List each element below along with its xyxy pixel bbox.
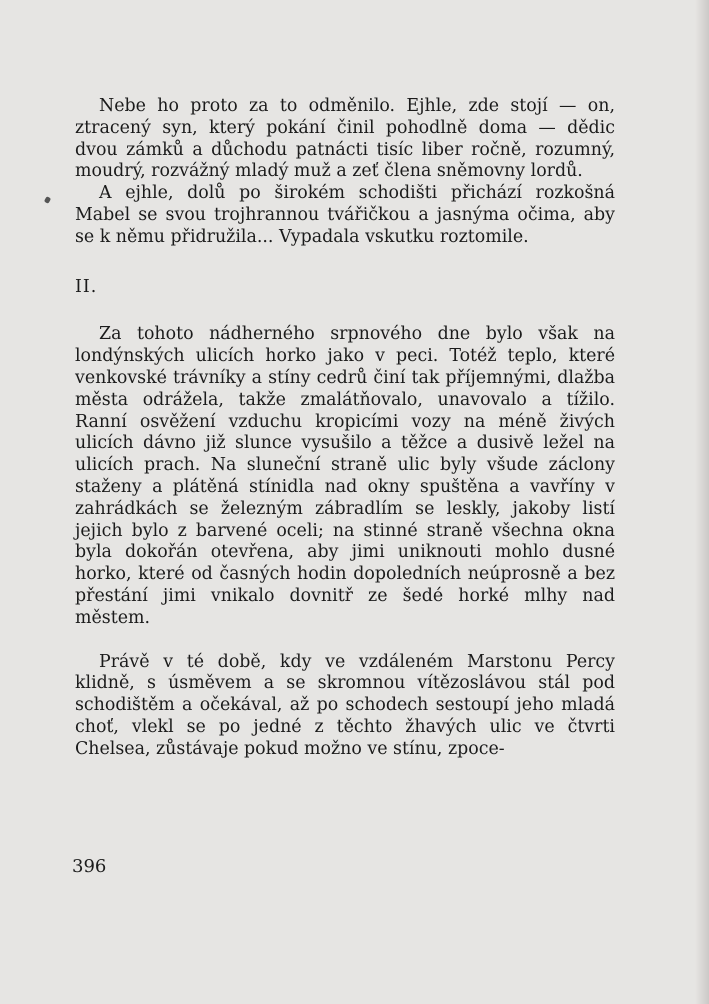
paragraph-2: A ejhle, dolů po širokém schodišti přichází rozkošná Mabel se svou trojhrannou tvářičkou a jasnýma očima, aby se k němu přidružila... Vypadala vskutku roztomile.	[75, 183, 615, 247]
paragraph-1: Nebe ho proto za to odměnilo. Ejhle, zde stojí — on, ztracený syn, který pokání činil pohodlně doma — dědic dvou zámků a důchodu patnácti tisíc liber ročně, rozumný, moudrý, rozvážný mladý muž a zeť člena sněmovny lordů.	[75, 96, 615, 182]
ink-speck	[44, 196, 51, 204]
paragraph-3: Za tohoto nádherného srpnového dne bylo však na londýnských ulicích horko jako v peci. Totéž teplo, které venkovské trávníky a stíny cedrů činí tak příjemnými, dlažba města odrážela, takže zmalátňovalo, unavovalo a tížilo. Ranní osvěžení vzduchu kropicími vozy na méně živých ulicích dávno již slunce vysušilo a těžce a dusivě ležel na ulicích prach. Na sluneční straně ulic byly všude záclony staženy a plátěná stínidla nad okny spuštěna a vavříny v zahrádkách se železným zábradlím se leskly, jakoby listí jejich bylo z barvené oceli; na stinné straně všechna okna byla dokořán otevřena, aby jimi uniknouti mohlo dusné horko, které od časných hodin dopoledních neúprosně a bez přestání jimi vnikalo dovnitř ze šedé horké mlhy nad městem.	[75, 324, 615, 628]
paragraph-4: Právě v té době, kdy ve vzdáleném Marstonu Percy klidně, s úsměvem a se skromnou vítězoslávou stál pod schodištěm a očekával, až po schodech sestoupí jeho mladá choť, vlekl se po jedné z těchto žhavých ulic ve čtvrti Chelsea, zůstávaje pokud možno ve stínu, zpoce-	[75, 651, 615, 759]
paragraph-spacer	[75, 630, 615, 652]
page-edge-shadow	[695, 0, 709, 1004]
page-number: 396	[72, 856, 107, 877]
section-heading: II.	[75, 276, 98, 297]
body-text	[75, 96, 615, 761]
